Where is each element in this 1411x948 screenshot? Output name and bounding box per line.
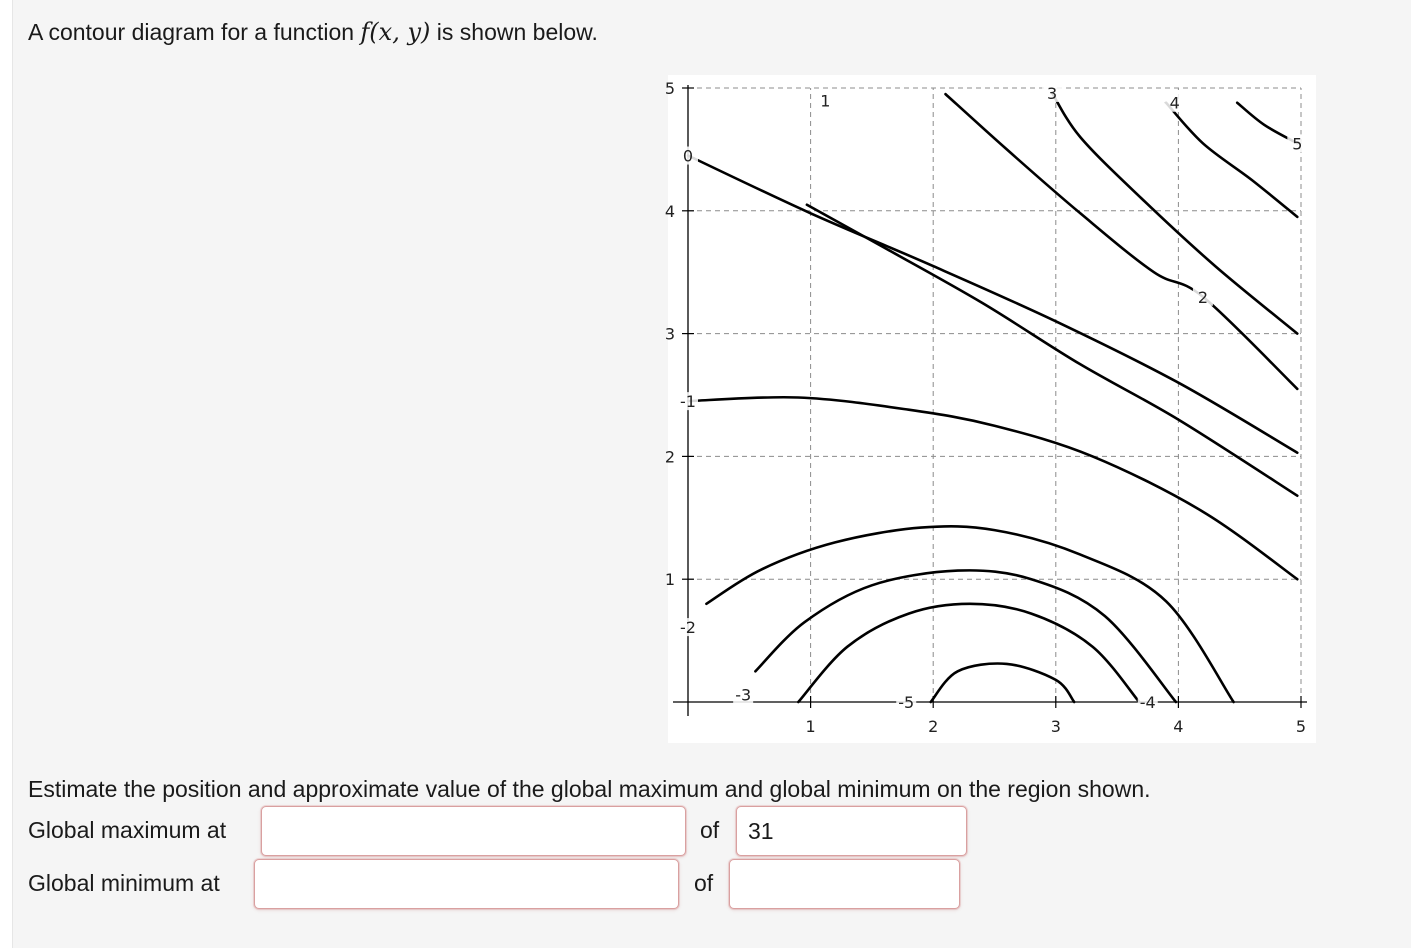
y-tick-label-2: 2	[664, 447, 676, 467]
contour-label-4: 4	[1169, 93, 1180, 113]
global-minimum-label: Global minimum at	[28, 870, 220, 896]
x-tick-label-3: 3	[1050, 717, 1061, 736]
contour-line-neg1	[688, 397, 1297, 579]
contour-label-0: 0	[682, 146, 694, 166]
contour-plot-svg	[664, 75, 1316, 743]
prompt-text	[28, 18, 598, 46]
prompt-text-after: is shown below.	[430, 19, 598, 45]
global-minimum-position-input[interactable]	[254, 859, 679, 909]
contour-line-1	[807, 205, 1297, 496]
contour-line-4	[1166, 103, 1297, 217]
contour-label-neg1: -1	[680, 392, 696, 412]
contour-line-2	[946, 94, 1298, 389]
contour-line-neg5	[931, 664, 1074, 702]
contour-line-neg3	[755, 570, 1176, 702]
contour-line-neg4	[798, 604, 1139, 702]
global-maximum-position-input[interactable]	[261, 806, 686, 856]
y-tick-label-3: 3	[664, 324, 676, 344]
y-tick-label-1: 1	[664, 570, 676, 590]
question-text: Estimate the position and approximate value of the global maximum and global minimum on the region shown.	[28, 776, 1151, 802]
y-tick-label-5: 5	[664, 79, 676, 98]
contour-label-3: 3	[1047, 83, 1058, 103]
contour-label-neg4: -4	[1139, 693, 1156, 712]
contour-label-neg5: -5	[898, 693, 915, 712]
function-label: f(x, y)	[360, 18, 431, 46]
global-minimum-of-label: of	[694, 870, 714, 896]
global-minimum-value-input[interactable]	[729, 859, 960, 909]
contour-label-neg3: -3	[735, 685, 752, 705]
contour-label-neg2: -2	[680, 618, 696, 638]
x-tick-label-5: 5	[1295, 717, 1307, 736]
contour-label-1: 1	[820, 91, 831, 111]
contour-line-3	[1052, 93, 1297, 334]
prompt-text-before: A contour diagram for a function	[28, 19, 361, 45]
x-tick-label-1: 1	[805, 717, 816, 736]
y-tick-label-4: 4	[664, 201, 676, 221]
x-tick-label-2: 2	[928, 717, 939, 736]
contour-label-5: 5	[1292, 134, 1303, 154]
x-tick-label-4: 4	[1173, 717, 1184, 736]
contour-label-2: 2	[1197, 287, 1209, 307]
global-maximum-label: Global maximum at	[28, 817, 227, 843]
contour-diagram	[664, 75, 1316, 743]
global-maximum-of-label: of	[700, 817, 720, 843]
global-maximum-value-input[interactable]	[736, 806, 967, 856]
